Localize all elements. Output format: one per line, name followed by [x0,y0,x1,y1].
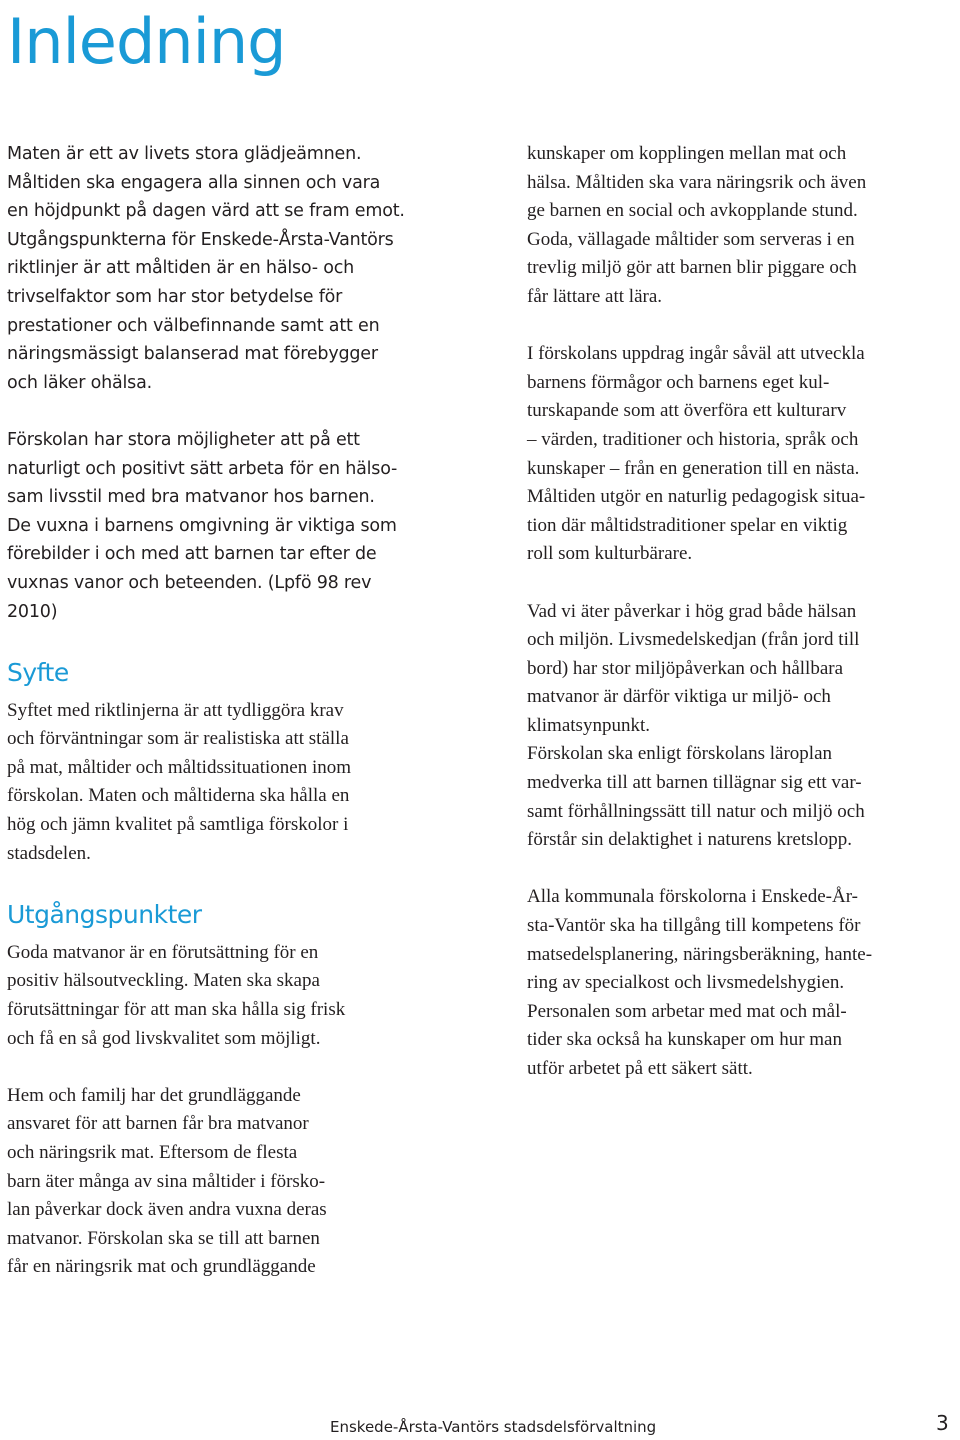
preschool-paragraph-text: Förskolan har stora möjligheter att på ett naturligt och positivt sätt arbeta för en hälso- sam livsstil med bra matvanor hos barnen. De vuxna i barnens omgivning är viktiga som förebilder i och med att barnen tar efter de vuxnas vanor och beteenden. [7,429,398,593]
syfte-paragraph: Syftet med riktlinjerna är att tydliggöra krav och förväntningar som är realistiska att ställa på mat, måltider och måltidssituationen inom förskolan. Maten och måltiderna ska hålla en hög och jämn kvalitet på samtliga förskolor i stadsdelen. [7,699,352,864]
footer-organization: Enskede-Årsta-Vantörs stadsdelsförvaltning [330,1418,657,1436]
heading-utgangspunkter: Utgångspunkter [7,899,202,929]
page-title: Inledning [7,5,286,78]
utgangspunkter-paragraph: Goda matvanor är en förutsättning för en positiv hälsoutveckling. Maten ska skapa förutsättningar för att man ska hålla sig frisk och få en så god livskvalitet som möjligt. [7,941,346,1049]
environment-paragraph: Vad vi äter påverkar i hög grad både hälsan och miljön. Livsmedelskedjan (från jord till bord) har stor miljöpåverkan och hållbara matvanor är därför viktiga ur miljö- och klimatsynpunkt. [527,600,860,736]
right-column [527,140,957,1084]
curriculum-paragraph: Förskolan ska enligt förskolans läroplan medverka till att barnen tillägnar sig ett var- samt förhållningssätt till natur och miljö och förstår sin delaktighet i naturens kretslopp. [527,743,865,851]
heading-syfte: Syfte [7,657,69,687]
mission-paragraph: I förskolans uppdrag ingår såväl att utveckla barnens förmågor och barnens eget kul- turskapande som att överföra ett kulturarv – värden, traditioner och historia, språk och kunskaper – från en generation till en nästa. Måltiden utgör en naturlig pedagogisk situa- tion där måltidstraditioner spelar en viktig roll som kulturbärare. [527,343,866,565]
intro-paragraph: Maten är ett av livets stora glädjeämnen. Måltiden ska engagera alla sinnen och vara en höjdpunkt på dagen värd att se fram emot. Utgångspunkterna för Enskede-Årsta-Vantörs riktlinjer är att måltiden är en hälso- och trivselfaktor som har stor betydelse för prestationer och välbefinnande samt att en näringsmässigt balanserad mat förebygger och läker ohälsa. [7,144,405,393]
preschool-paragraph [7,426,469,626]
family-paragraph: Hem och familj har det grundläggande ansvaret för att barnen får bra matvanor och näringsrik mat. Eftersom de flesta barn äter många av sina måltider i försko- lan påverkar dock även andra vuxna deras matvanor. Förskolan ska se till att barnen får en näringsrik mat och grundläggande [7,1084,327,1278]
continued-paragraph: kunskaper om kopplingen mellan mat och hälsa. Måltiden ska vara näringsrik och även ge barnen en social och avkopplande stund. Goda, vällagade måltider som serveras i en trevlig miljö gör att barnen blir piggare och får lättare att lära. [527,143,867,307]
page-number: 3 [936,1411,949,1435]
left-column [7,140,469,1282]
competence-paragraph: Alla kommunala förskolorna i Enskede-År- sta-Vantör ska ha tillgång till kompetens för matsedelsplanering, näringsberäkning, hante- ring av specialkost och livsmedelshygien. Personalen som arbetar med mat och mål- tider ska också ha kunskaper om hur man utför arbetet på ett säkert sätt. [527,886,873,1079]
citation-lpfo: (Lpfö 98 rev 2010) [7,572,372,622]
